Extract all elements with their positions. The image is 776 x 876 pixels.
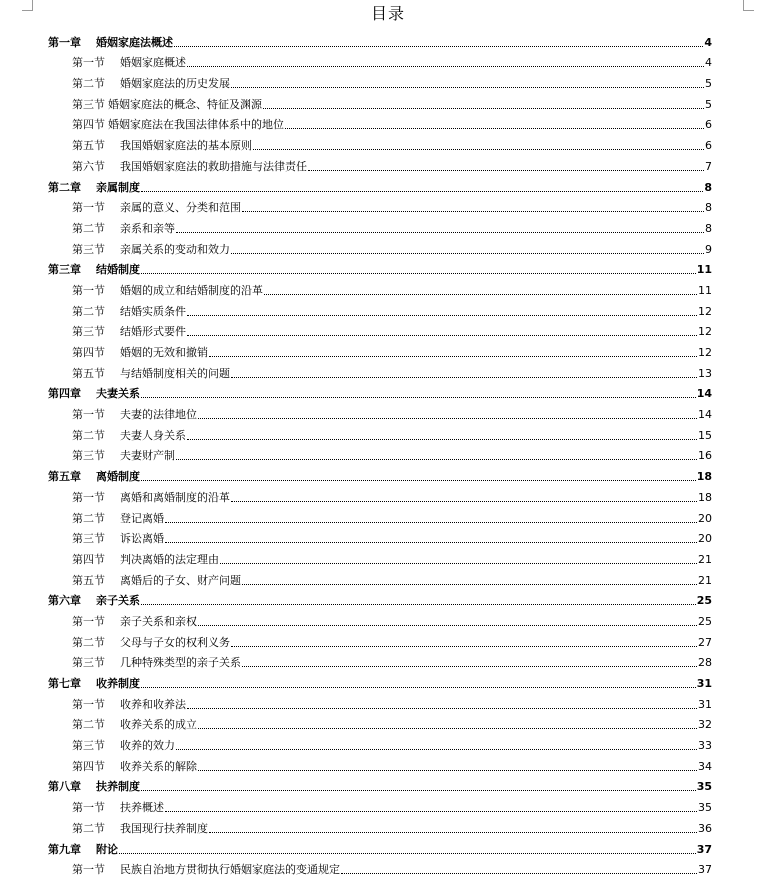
toc-section-entry[interactable]	[48, 49, 712, 70]
toc-entry-title: 夫妻的法律地位	[120, 408, 197, 421]
dot-leader	[209, 356, 697, 357]
toc-entry-title: 离婚制度	[96, 470, 140, 483]
toc-entry-number: 第二章	[48, 181, 96, 194]
toc-entry-title: 附论	[96, 843, 118, 856]
toc-entry-number: 第八章	[48, 780, 96, 793]
toc-entry-number: 第五章	[48, 470, 96, 483]
toc-page-number: 12	[698, 346, 712, 359]
toc-page-number: 14	[697, 387, 712, 400]
toc-page-number: 21	[698, 553, 712, 566]
toc-section-entry[interactable]	[48, 711, 712, 732]
toc-entry-title: 离婚后的子女、财产问题	[120, 574, 241, 587]
dot-leader	[231, 87, 704, 88]
toc-entry-number: 第一章	[48, 36, 96, 49]
toc-entry-number: 第一节	[72, 284, 120, 297]
toc-entry-title: 收养制度	[96, 677, 140, 690]
dot-leader	[242, 666, 697, 667]
toc-entry-title: 收养关系的成立	[120, 718, 197, 731]
toc-entry-title: 几种特殊类型的亲子关系	[120, 656, 241, 669]
toc-section-entry[interactable]	[48, 525, 712, 546]
dot-leader	[174, 46, 703, 47]
dot-leader	[263, 108, 704, 109]
toc-page-number: 25	[698, 615, 712, 628]
toc-entry-number: 第四章	[48, 387, 96, 400]
toc-entry-number: 第四节	[72, 346, 120, 359]
toc-entry-number: 第一节	[72, 408, 120, 421]
toc-page-number: 18	[697, 470, 712, 483]
toc-entry-title: 婚姻家庭法的历史发展	[120, 77, 230, 90]
toc-section-entry[interactable]	[48, 131, 712, 152]
toc-page-number: 28	[698, 656, 712, 669]
toc-section-entry[interactable]	[48, 856, 712, 876]
dot-leader	[141, 604, 696, 605]
toc-page-number: 16	[698, 449, 712, 462]
dot-leader	[253, 149, 704, 150]
toc-chapter-entry[interactable]	[48, 173, 712, 194]
toc-section-entry[interactable]	[48, 731, 712, 752]
dot-leader	[165, 542, 697, 543]
toc-section-entry[interactable]	[48, 90, 712, 111]
toc-entry-number: 第五节	[72, 574, 120, 587]
toc-entry-title: 我国婚姻家庭法的救助措施与法律责任	[120, 160, 307, 173]
toc-entry-title: 亲子关系和亲权	[120, 615, 197, 628]
toc-section-entry[interactable]	[48, 814, 712, 835]
toc-chapter-entry[interactable]	[48, 256, 712, 277]
toc-entry-number: 第二节	[72, 222, 120, 235]
toc-entry-number: 第六节	[72, 160, 120, 173]
toc-entry-number: 第二节	[72, 512, 120, 525]
toc-entry-title: 亲属制度	[96, 181, 140, 194]
toc-entry-title: 婚姻家庭法的概念、特征及渊源	[108, 98, 262, 111]
toc-entry-title: 扶养概述	[120, 801, 164, 814]
toc-entry-number: 第三节	[72, 449, 120, 462]
toc-chapter-entry[interactable]	[48, 462, 712, 483]
dot-leader	[285, 128, 704, 129]
toc-entry-title: 诉讼离婚	[120, 532, 164, 545]
toc-section-entry[interactable]	[48, 194, 712, 215]
toc-entry-number: 第三节	[72, 739, 120, 752]
dot-leader	[198, 770, 697, 771]
dot-leader	[141, 191, 703, 192]
toc-section-entry[interactable]	[48, 504, 712, 525]
toc-section-entry[interactable]	[48, 628, 712, 649]
toc-page-number: 20	[698, 532, 712, 545]
dot-leader	[308, 170, 704, 171]
toc-entry-number: 第三节	[72, 656, 120, 669]
toc-page-number: 12	[698, 305, 712, 318]
toc-page-number: 12	[698, 325, 712, 338]
toc-entry-title: 收养的效力	[120, 739, 175, 752]
toc-section-entry[interactable]	[48, 111, 712, 132]
toc-section-entry[interactable]	[48, 359, 712, 380]
toc-page-number: 8	[705, 222, 712, 235]
dot-leader	[198, 418, 697, 419]
dot-leader	[198, 625, 697, 626]
toc-entry-number: 第二节	[72, 718, 120, 731]
toc-section-entry[interactable]	[48, 421, 712, 442]
toc-entry-title: 与结婚制度相关的问题	[120, 367, 230, 380]
toc-page-number: 18	[698, 491, 712, 504]
toc-chapter-entry[interactable]	[48, 28, 712, 49]
toc-entry-number: 第三节	[72, 532, 120, 545]
toc-chapter-entry[interactable]	[48, 669, 712, 690]
toc-entry-number: 第五节	[72, 367, 120, 380]
toc-section-entry[interactable]	[48, 338, 712, 359]
dot-leader	[187, 335, 697, 336]
toc-entry-number: 第七章	[48, 677, 96, 690]
toc-page-number: 14	[698, 408, 712, 421]
toc-entry-number: 第一节	[72, 698, 120, 711]
toc-page-number: 35	[697, 780, 712, 793]
dot-leader	[187, 708, 697, 709]
toc-entry-number: 第三章	[48, 263, 96, 276]
toc-entry-number: 第一节	[72, 801, 120, 814]
dot-leader	[264, 294, 697, 295]
toc-entry-title: 结婚形式要件	[120, 325, 186, 338]
dot-leader	[119, 853, 696, 854]
toc-entry-title: 夫妻关系	[96, 387, 140, 400]
toc-section-entry[interactable]	[48, 297, 712, 318]
dot-leader	[242, 211, 704, 212]
toc-section-entry[interactable]	[48, 793, 712, 814]
toc-section-entry[interactable]	[48, 483, 712, 504]
toc-entry-number: 第一节	[72, 615, 120, 628]
toc-page-number: 5	[705, 77, 712, 90]
dot-leader	[141, 397, 696, 398]
toc-entry-number: 第一节	[72, 56, 120, 69]
toc-section-entry[interactable]	[48, 545, 712, 566]
toc-entry-number: 第二节	[72, 636, 120, 649]
toc-section-entry[interactable]	[48, 69, 712, 90]
toc-page-number: 15	[698, 429, 712, 442]
toc-chapter-entry[interactable]	[48, 380, 712, 401]
dot-leader	[231, 377, 697, 378]
toc-entry-title: 亲子关系	[96, 594, 140, 607]
toc-entry-title: 我国婚姻家庭法的基本原则	[120, 139, 252, 152]
toc-entry-title: 父母与子女的权利义务	[120, 636, 230, 649]
toc-page-number: 6	[705, 139, 712, 152]
toc-section-entry[interactable]	[48, 649, 712, 670]
toc-section-entry[interactable]	[48, 752, 712, 773]
dot-leader	[187, 315, 697, 316]
toc-entry-title: 收养关系的解除	[120, 760, 197, 773]
toc-page-number: 8	[704, 181, 712, 194]
dot-leader	[198, 728, 697, 729]
toc-page-number: 11	[697, 263, 712, 276]
toc-section-entry[interactable]	[48, 607, 712, 628]
toc-entry-title: 结婚制度	[96, 263, 140, 276]
toc-entry-number: 第二节	[72, 822, 120, 835]
toc-page-number: 34	[698, 760, 712, 773]
toc-section-entry[interactable]	[48, 442, 712, 463]
toc-section-entry[interactable]	[48, 152, 712, 173]
toc-entry-number: 第四节	[72, 118, 105, 131]
toc-entry-number: 第四节	[72, 553, 120, 566]
toc-chapter-entry[interactable]	[48, 835, 712, 856]
toc-entry-number: 第九章	[48, 843, 96, 856]
toc-entry-title: 登记离婚	[120, 512, 164, 525]
toc-entry-number: 第三节	[72, 243, 120, 256]
dot-leader	[220, 563, 697, 564]
toc-page-number: 25	[697, 594, 712, 607]
toc-entry-title: 亲系和亲等	[120, 222, 175, 235]
toc-section-entry[interactable]	[48, 690, 712, 711]
dot-leader	[187, 439, 697, 440]
toc-page-number: 21	[698, 574, 712, 587]
toc-entry-number: 第四节	[72, 760, 120, 773]
toc-entry-title: 扶养制度	[96, 780, 140, 793]
toc-entry-number: 第一节	[72, 863, 120, 876]
toc-page-number: 31	[697, 677, 712, 690]
toc-section-entry[interactable]	[48, 276, 712, 297]
toc-entry-title: 婚姻的无效和撤销	[120, 346, 208, 359]
toc-section-entry[interactable]	[48, 566, 712, 587]
toc-entry-number: 第三节	[72, 325, 120, 338]
toc-page-number: 13	[698, 367, 712, 380]
table-of-contents	[48, 28, 712, 876]
toc-page-number: 9	[705, 243, 712, 256]
dot-leader	[231, 253, 704, 254]
dot-leader	[176, 232, 704, 233]
dot-leader	[141, 480, 696, 481]
toc-page-number: 35	[698, 801, 712, 814]
toc-entry-number: 第六章	[48, 594, 96, 607]
toc-chapter-entry[interactable]	[48, 773, 712, 794]
dot-leader	[231, 646, 697, 647]
toc-entry-title: 婚姻的成立和结婚制度的沿革	[120, 284, 263, 297]
dot-leader	[187, 66, 704, 67]
toc-page-number: 37	[697, 843, 712, 856]
toc-entry-title: 婚姻家庭法在我国法律体系中的地位	[108, 118, 284, 131]
toc-entry-number: 第一节	[72, 201, 120, 214]
dot-leader	[165, 811, 697, 812]
toc-page-number: 27	[698, 636, 712, 649]
toc-entry-title: 夫妻财产制	[120, 449, 175, 462]
toc-entry-title: 民族自治地方贯彻执行婚姻家庭法的变通规定	[120, 863, 340, 876]
toc-entry-number: 第二节	[72, 305, 120, 318]
toc-entry-title: 婚姻家庭法概述	[96, 36, 173, 49]
toc-page-number: 4	[704, 36, 712, 49]
page-title: 目录	[0, 4, 776, 24]
toc-entry-title: 离婚和离婚制度的沿革	[120, 491, 230, 504]
toc-section-entry[interactable]	[48, 235, 712, 256]
toc-page-number: 32	[698, 718, 712, 731]
toc-entry-number: 第二节	[72, 77, 120, 90]
toc-entry-title: 亲属的意义、分类和范围	[120, 201, 241, 214]
toc-entry-number: 第三节	[72, 98, 105, 111]
dot-leader	[209, 832, 697, 833]
dot-leader	[176, 749, 697, 750]
toc-page-number: 5	[705, 98, 712, 111]
toc-page-number: 31	[698, 698, 712, 711]
toc-section-entry[interactable]	[48, 318, 712, 339]
dot-leader	[141, 687, 696, 688]
toc-entry-title: 我国现行扶养制度	[120, 822, 208, 835]
toc-entry-title: 夫妻人身关系	[120, 429, 186, 442]
toc-page-number: 33	[698, 739, 712, 752]
dot-leader	[231, 501, 697, 502]
toc-entry-number: 第一节	[72, 491, 120, 504]
toc-page-number: 4	[705, 56, 712, 69]
toc-page-number: 6	[705, 118, 712, 131]
toc-entry-number: 第二节	[72, 429, 120, 442]
toc-page-number: 20	[698, 512, 712, 525]
dot-leader	[141, 790, 696, 791]
toc-section-entry[interactable]	[48, 214, 712, 235]
toc-page-number: 36	[698, 822, 712, 835]
toc-page-number: 37	[698, 863, 712, 876]
toc-entry-title: 婚姻家庭概述	[120, 56, 186, 69]
toc-entry-number: 第五节	[72, 139, 120, 152]
dot-leader	[341, 873, 697, 874]
toc-page-number: 8	[705, 201, 712, 214]
toc-section-entry[interactable]	[48, 400, 712, 421]
dot-leader	[242, 584, 697, 585]
toc-entry-title: 结婚实质条件	[120, 305, 186, 318]
toc-entry-title: 收养和收养法	[120, 698, 186, 711]
toc-entry-title: 判决离婚的法定理由	[120, 553, 219, 566]
dot-leader	[165, 522, 697, 523]
dot-leader	[141, 273, 696, 274]
toc-page-number: 7	[705, 160, 712, 173]
toc-page-number: 11	[698, 284, 712, 297]
dot-leader	[176, 459, 697, 460]
toc-chapter-entry[interactable]	[48, 587, 712, 608]
toc-entry-title: 亲属关系的变动和效力	[120, 243, 230, 256]
